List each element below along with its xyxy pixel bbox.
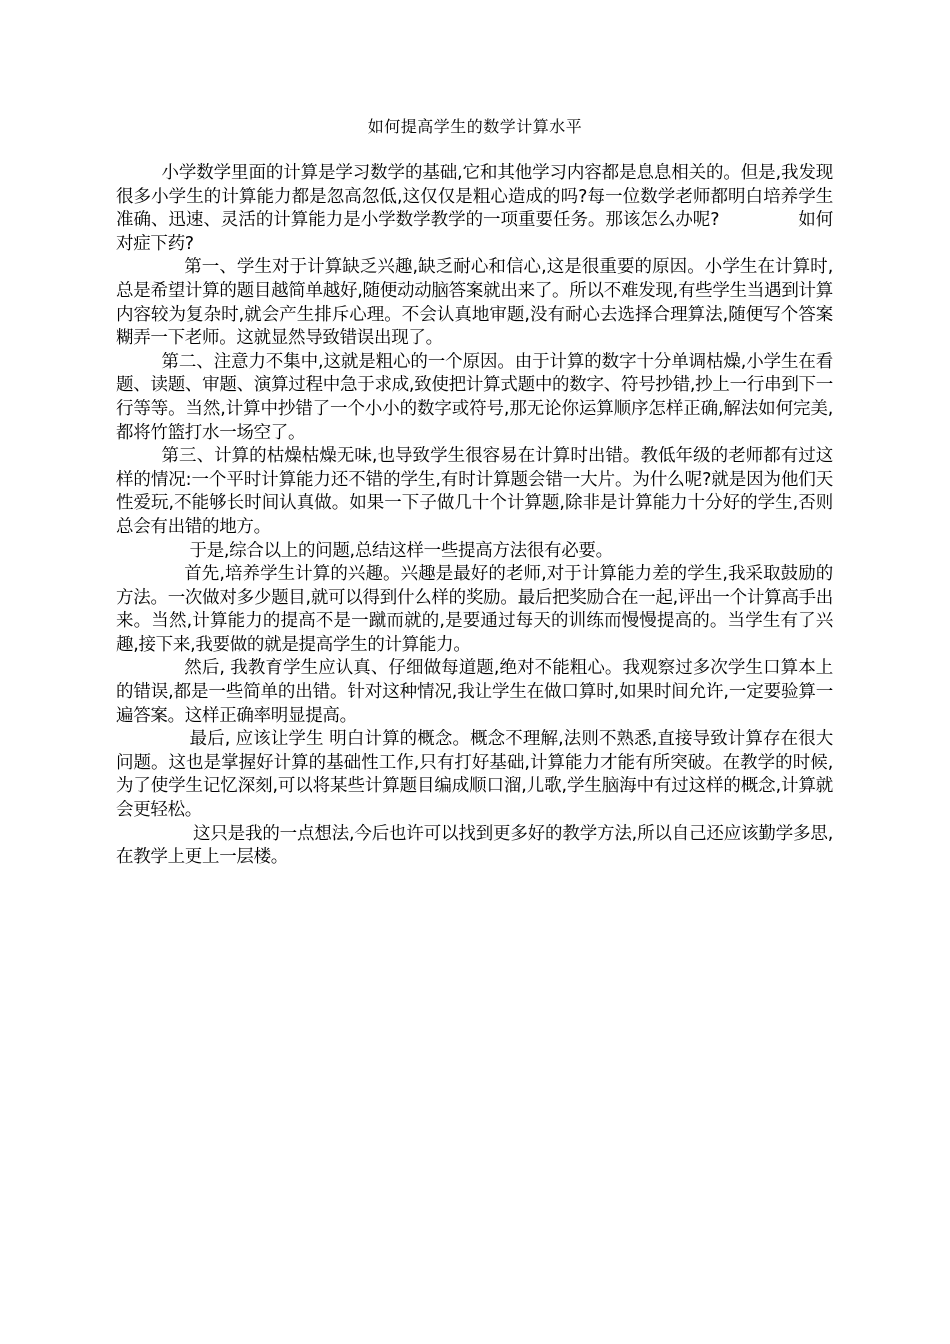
intro-text: 小学数学里面的计算是学习数学的基础,它和其他学习内容都是息息相关的。但是,我发现很多小学生的计算能力都是忽高忽低,这仅仅是粗心造成的吗?每一位数学老师都明白培养学生准确、迅速、灵活的计算能力是小学数学教学的一项重要任务。那该怎么办呢?	[116, 163, 833, 231]
paragraph-first: 第一、学生对于计算缺乏兴趣,缺乏耐心和信心,这是很重要的原因。小学生在计算时,总是希望计算的题目越简单越好,随便动动脑答案就出来了。所以不难发现,有些学生当遇到计算内容较为复杂时,就会产生排斥心理。不会认真地审题,没有耐心去选择合理算法,随便写个答案糊弄一下老师。这就显然导致错误出现了。	[116, 257, 833, 349]
paragraph-third: 第三、计算的枯燥枯燥无味,也导致学生很容易在计算时出错。教低年级的老师都有过这样的情况:一个平时计算能力还不错的学生,有时计算题会错一大片。为什么呢?就是因为他们天性爱玩,不能够长时间认真做。如果一下子做几十个计算题,除非是计算能力十分好的学生,否则总会有出错的地方。	[116, 446, 833, 537]
paragraph-firstly: 首先,培养学生计算的兴趣。兴趣是最好的老师,对于计算能力差的学生,我采取鼓励的方法。一次做对多少题目,就可以得到什么样的奖励。最后把奖励合在一起,评出一个计算高手出来。当然,计算能力的提高不是一蹴而就的,是要通过每天的训练而慢慢提高的。当学生有了兴趣,接下来,我要做的就是提高学生的计算能力。	[116, 564, 833, 655]
paragraph-then: 然后, 我教育学生应认真、仔细做每道题,绝对不能粗心。我观察过多次学生口算本上的错误,都是一些简单的出错。针对这种情况,我让学生在做口算时,如果时间允许,一定要验算一遍答案。这样正确率明显提高。	[116, 658, 833, 726]
document-title: 如何提高学生的数学计算水平	[367, 117, 583, 136]
paragraph-second: 第二、注意力不集中,这就是粗心的一个原因。由于计算的数字十分单调枯燥,小学生在看题、读题、审题、演算过程中急于求成,致使把计算式题中的数字、符号抄错,抄上一行串到下一行等等。当然,计算中抄错了一个小小的数字或符号,那无论你运算顺序怎样正确,解法如何完美,都将竹篮打水一场空了。	[116, 351, 833, 443]
paragraph-transition: 于是,综合以上的问题,总结这样一些提高方法很有必要。	[189, 540, 613, 561]
paragraph-intro	[116, 162, 833, 256]
document-body	[116, 162, 833, 870]
paragraph-finally: 最后, 应该让学生 明白计算的概念。概念不理解,法则不熟悉,直接导致计算存在很大问题。这也是掌握好计算的基础性工作,只有打好基础,计算能力才能有所突破。在教学的时候,为了使学生记忆深刻,可以将某些计算题目编成顺口溜,儿歌,学生脑海中有过这样的概念,计算就会更轻松。	[116, 729, 833, 821]
paragraph-conclusion: 这只是我的一点想法,今后也许可以找到更多好的教学方法,所以自己还应该勤学多思,在教学上更上一层楼。	[116, 823, 833, 868]
intro-question: 如何对症下药?	[116, 210, 833, 254]
